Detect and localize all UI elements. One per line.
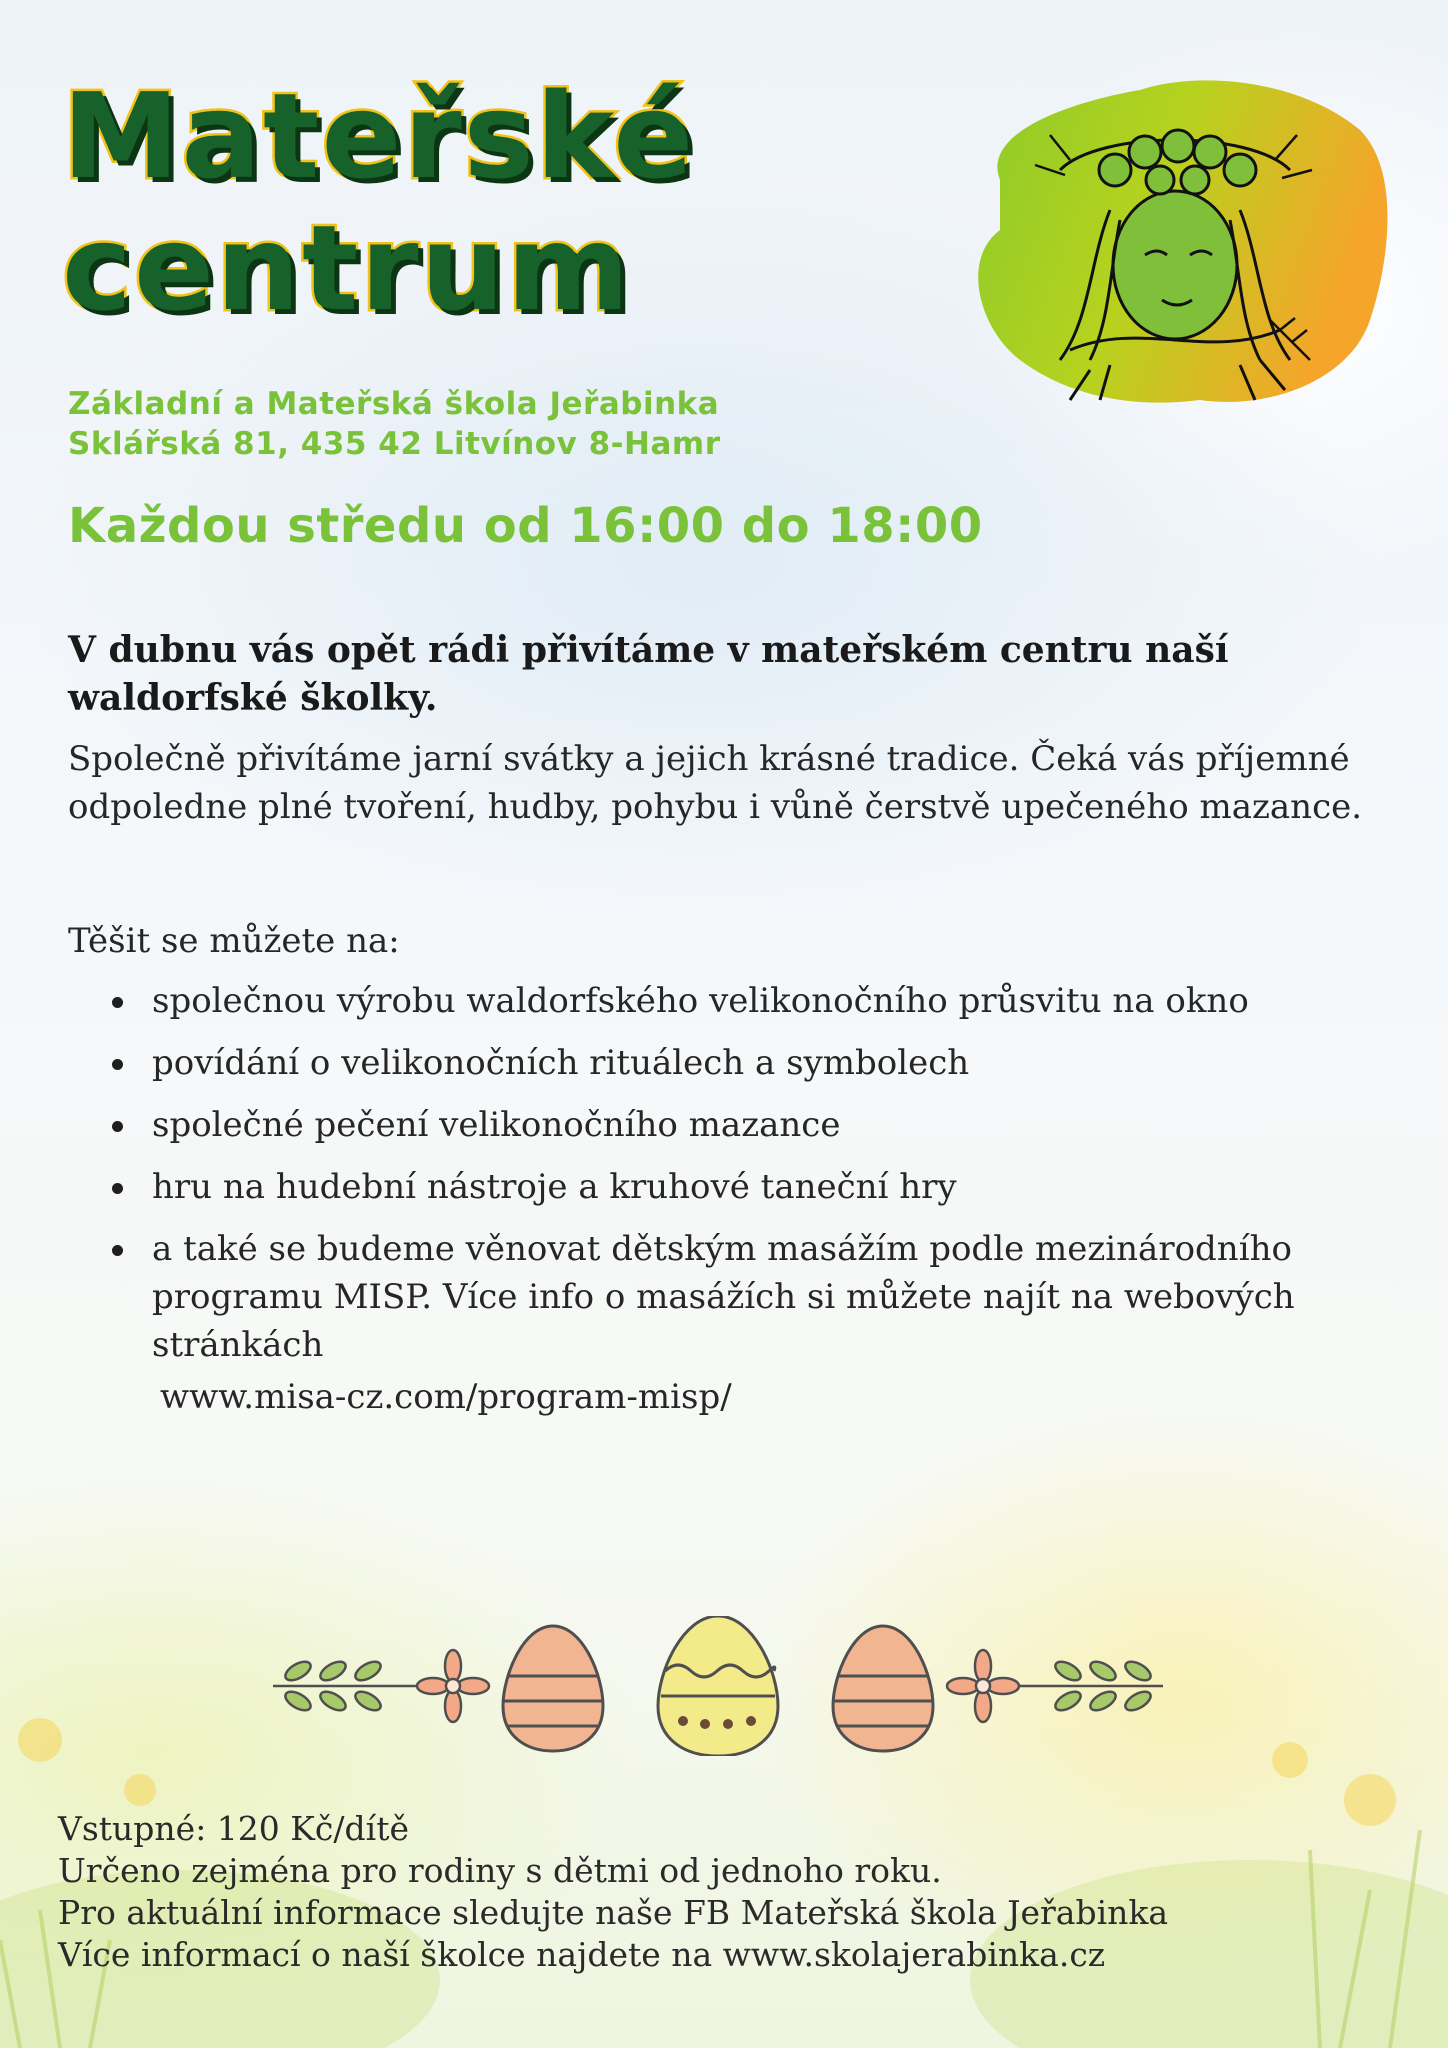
address-line-2: Sklářská 81, 435 42 Litvínov 8-Hamr (68, 426, 721, 462)
leaf-branch-icon (273, 1658, 418, 1714)
title-line-1: Mateřské (62, 67, 696, 205)
activity-text: hru na hudební nástroje a kruhové taneční hry (152, 1167, 957, 1207)
rowan-girl-face-icon (940, 60, 1400, 420)
list-item (108, 977, 1348, 1025)
looking-forward-heading: Těšit se můžete na: (68, 921, 400, 961)
flower-icon (417, 1650, 489, 1722)
easter-egg-icon (503, 1626, 603, 1751)
fb-info-text: Pro aktuální informace sledujte naše FB Mateřská škola Jeřabinka (58, 1893, 1169, 1932)
easter-egg-icon (658, 1616, 778, 1756)
activity-text: povídání o velikonočních rituálech a symbolech (152, 1043, 970, 1083)
page-title (62, 67, 696, 337)
price-text: Vstupné: 120 Kč/dítě (58, 1809, 409, 1848)
easter-decoration (268, 1616, 1168, 1756)
title-line-2: centrum (62, 199, 632, 337)
schedule-heading: Každou středu od 16:00 do 18:00 (68, 498, 983, 554)
easter-egg-icon (833, 1626, 933, 1751)
list-item (108, 1039, 1348, 1087)
activity-text: společné pečení velikonočního mazance (152, 1105, 841, 1145)
lead-paragraph: V dubnu vás opět rádi přivítáme v mateřském centru naší waldorfské školky. (68, 629, 1229, 719)
web-info-text: Více informací o naší školce najdete na www.skolajerabinka.cz (58, 1935, 1106, 1974)
audience-text: Určeno zejména pro rodiny s dětmi od jednoho roku. (58, 1851, 942, 1890)
school-address (68, 384, 721, 464)
address-line-1: Základní a Mateřská škola Jeřabinka (68, 386, 720, 422)
intro-paragraph: Společně přivítáme jarní svátky a jejich krásné tradice. Čeká vás příjemné odpoledne plné tvoření, hudby, pohybu i vůně čerstvě upečeného mazance. (68, 739, 1363, 827)
footer-info (58, 1808, 1418, 1976)
list-item (108, 1163, 1348, 1211)
misp-link[interactable]: www.misa-cz.com/program-misp/ (160, 1377, 732, 1417)
list-item (108, 1101, 1348, 1149)
list-item (108, 1225, 1348, 1421)
leaf-branch-icon (1018, 1658, 1163, 1714)
activity-text: společnou výrobu waldorfského velikonočního průsvitu na okno (152, 981, 1249, 1021)
activity-text: a také se budeme věnovat dětským masážím podle mezinárodního programu MISP. Více info o masážích si můžete najít na webových stránkách (152, 1229, 1295, 1365)
flower-icon (947, 1650, 1019, 1722)
activities-list (108, 977, 1348, 1435)
